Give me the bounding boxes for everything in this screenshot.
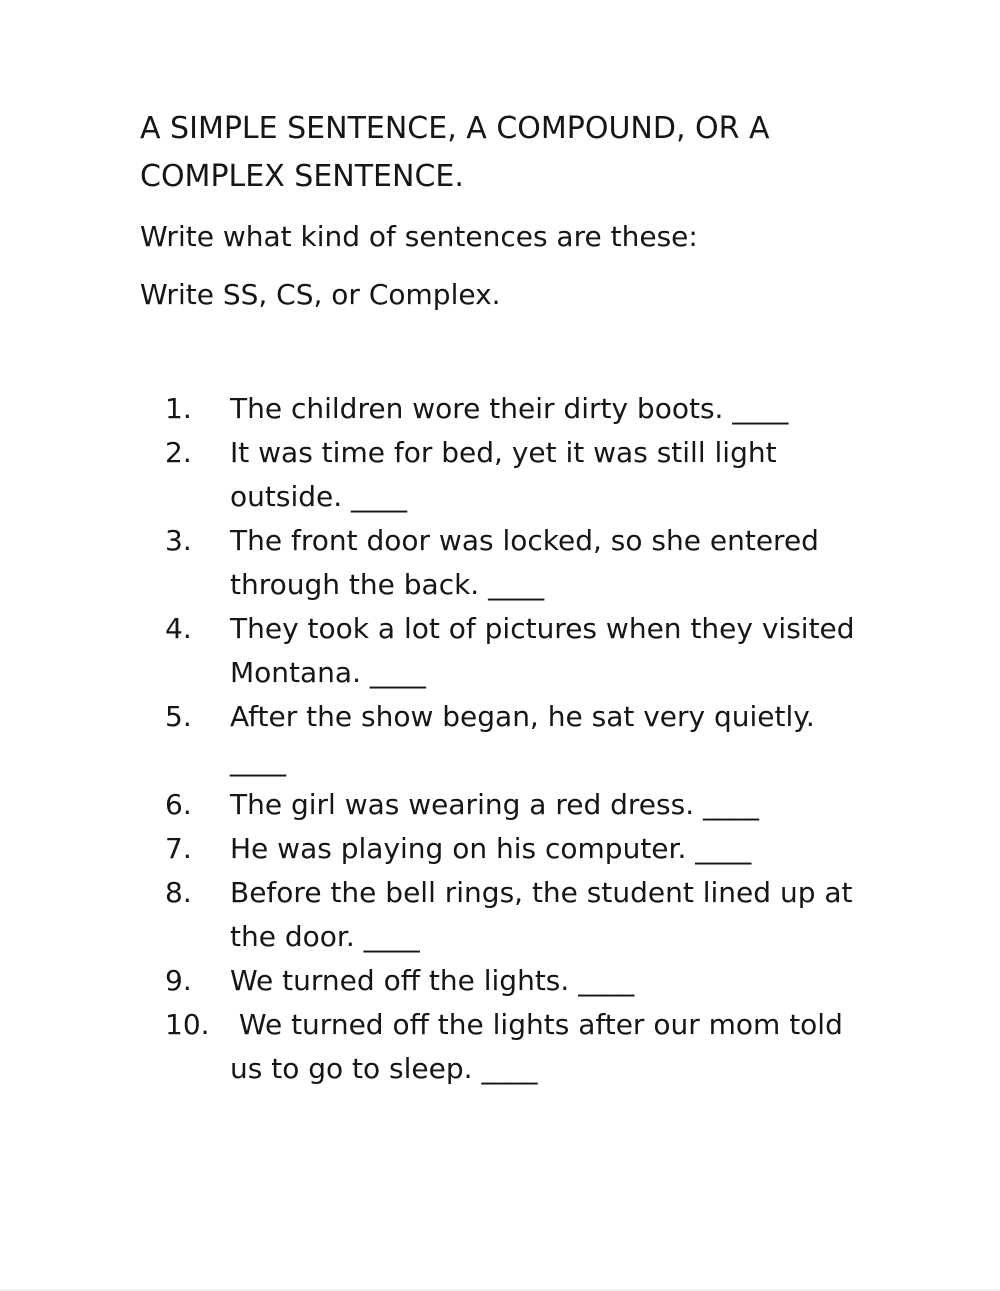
item-sentence bbox=[230, 519, 865, 607]
item-number: 6. bbox=[165, 788, 192, 821]
item-sentence bbox=[230, 387, 865, 431]
sentence-text: We turned off the lights after our mom told us to go to sleep. bbox=[230, 1008, 852, 1085]
sentence-text: They took a lot of pictures when they visited Montana. bbox=[230, 612, 864, 689]
sentence-text: The front door was locked, so she entered through the back. bbox=[230, 524, 828, 601]
list-item bbox=[140, 959, 1000, 1003]
sentence-text: The children wore their dirty boots. bbox=[230, 392, 724, 425]
list-item bbox=[140, 871, 1000, 959]
list-item bbox=[140, 431, 1000, 519]
answer-blank: ____ bbox=[488, 568, 545, 601]
item-sentence bbox=[230, 959, 865, 1003]
item-number: 1. bbox=[165, 392, 192, 425]
answer-blank: ____ bbox=[703, 788, 759, 821]
item-number: 8. bbox=[165, 876, 192, 909]
list-item bbox=[140, 695, 1000, 783]
item-sentence bbox=[230, 827, 865, 871]
list-item bbox=[140, 607, 1000, 695]
answer-blank: ____ bbox=[695, 832, 752, 865]
answer-blank: ____ bbox=[369, 656, 426, 689]
item-number: 5. bbox=[165, 700, 192, 733]
sentence-text: The girl was wearing a red dress. bbox=[230, 788, 695, 821]
sentence-text: After the show began, he sat very quietly. bbox=[230, 700, 815, 733]
sentence-text: Before the bell rings, the student lined up at the door. bbox=[230, 876, 862, 953]
item-sentence bbox=[230, 871, 865, 959]
item-number: 4. bbox=[165, 612, 192, 645]
answer-blank: ____ bbox=[732, 392, 789, 425]
item-number: 2. bbox=[165, 436, 192, 469]
answer-blank: ____ bbox=[363, 920, 420, 953]
sentence-text: It was time for bed, yet it was still light outside. bbox=[230, 436, 786, 513]
list-item bbox=[140, 387, 1000, 431]
item-sentence bbox=[230, 431, 865, 519]
sentence-text: He was playing on his computer. bbox=[230, 832, 687, 865]
item-sentence bbox=[230, 783, 865, 827]
sentence-list bbox=[140, 387, 1000, 1091]
item-sentence bbox=[230, 695, 865, 783]
list-item bbox=[140, 783, 1000, 827]
answer-blank: ____ bbox=[230, 744, 286, 777]
answer-blank: ____ bbox=[578, 964, 635, 997]
worksheet-title: A SIMPLE SENTENCE, A COMPOUND, OR A COMPLEX SENTENCE. bbox=[140, 111, 770, 194]
item-number: 9. bbox=[165, 964, 192, 997]
item-number: 10. bbox=[165, 1008, 210, 1041]
item-number: 3. bbox=[165, 524, 192, 557]
list-item bbox=[140, 519, 1000, 607]
instruction-line-1: Write what kind of sentences are these: bbox=[140, 220, 698, 253]
item-sentence bbox=[230, 607, 865, 695]
sentence-text: We turned off the lights. bbox=[230, 964, 570, 997]
list-item bbox=[140, 827, 1000, 871]
instruction-line-2: Write SS, CS, or Complex. bbox=[140, 278, 501, 311]
answer-blank: ____ bbox=[481, 1052, 538, 1085]
list-item bbox=[140, 1003, 1000, 1091]
item-number: 7. bbox=[165, 832, 192, 865]
answer-blank: ____ bbox=[351, 480, 408, 513]
item-sentence bbox=[230, 1003, 865, 1091]
